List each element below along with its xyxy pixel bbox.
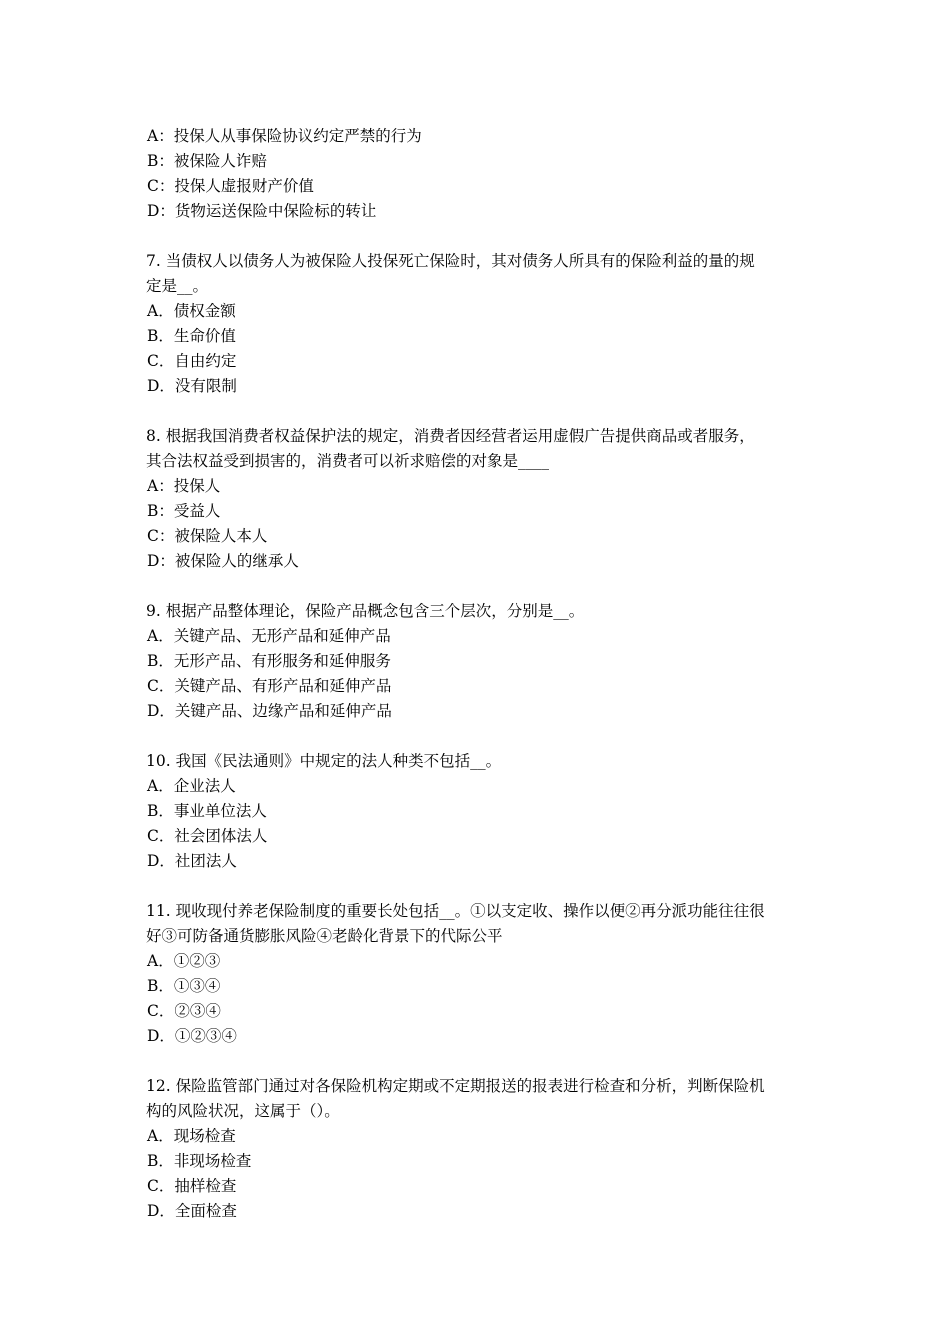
option-d: D：货物运送保险中保险标的转让 [147, 202, 377, 220]
option-d: D．全面检查 [147, 1202, 237, 1220]
option-c: C．关键产品、有形产品和延伸产品 [147, 677, 392, 695]
question-9 [146, 599, 816, 724]
question-12 [146, 1074, 816, 1224]
option-b: B．无形产品、有形服务和延伸服务 [147, 652, 391, 670]
question-8 [146, 424, 816, 574]
option-a: A：投保人 [147, 477, 221, 495]
option-d: D．没有限制 [147, 377, 237, 395]
question-text: 定是__。 [146, 277, 209, 295]
question-text: 好③可防备通货膨胀风险④老龄化背景下的代际公平 [146, 927, 503, 945]
option-a: A．债权金额 [147, 302, 236, 320]
option-b: B．①③④ [147, 977, 221, 995]
option-a: A．关键产品、无形产品和延伸产品 [147, 627, 391, 645]
question-text: 12. 保险监管部门通过对各保险机构定期或不定期报送的报表进行检查和分析，判断保险机 [146, 1077, 765, 1095]
option-c: C．社会团体法人 [147, 827, 268, 845]
option-a: A．①②③ [147, 952, 221, 970]
option-b: B．非现场检查 [147, 1152, 252, 1170]
option-c: C．自由约定 [147, 352, 237, 370]
question-7 [146, 249, 816, 399]
question-text: 7. 当债权人以债务人为被保险人投保死亡保险时，其对债务人所具有的保险利益的量的规 [146, 252, 755, 270]
question-text: 8. 根据我国消费者权益保护法的规定，消费者因经营者运用虚假广告提供商品或者服务， [146, 427, 755, 445]
question-text: 9. 根据产品整体理论，保险产品概念包含三个层次，分别是__。 [146, 602, 585, 620]
option-c: C：被保险人本人 [147, 527, 268, 545]
question-10 [146, 749, 816, 874]
option-c: C．②③④ [147, 1002, 221, 1020]
question-6-continued [146, 124, 816, 224]
option-d: D：被保险人的继承人 [147, 552, 299, 570]
option-a: A．企业法人 [147, 777, 236, 795]
question-text: 构的风险状况，这属于（）。 [146, 1102, 340, 1120]
question-text: 其合法权益受到损害的，消费者可以祈求赔偿的对象是____ [146, 452, 550, 470]
option-b: B．生命价值 [147, 327, 236, 345]
option-d: D．①②③④ [147, 1027, 237, 1045]
option-a: A：投保人从事保险协议约定严禁的行为 [147, 127, 422, 145]
option-b: B：被保险人诈赔 [147, 152, 267, 170]
option-c: C．抽样检查 [147, 1177, 237, 1195]
option-c: C：投保人虚报财产价值 [147, 177, 314, 195]
option-b: B：受益人 [147, 502, 221, 520]
question-text: 10. 我国《民法通则》中规定的法人种类不包括__。 [146, 752, 502, 770]
question-11 [146, 899, 816, 1049]
option-b: B．事业单位法人 [147, 802, 267, 820]
option-a: A．现场检查 [147, 1127, 236, 1145]
option-d: D．社团法人 [147, 852, 237, 870]
question-text: 11. 现收现付养老保险制度的重要长处包括__。①以支定收、操作以便②再分派功能往往很 [146, 902, 765, 920]
document-page [146, 124, 816, 1249]
option-d: D．关键产品、边缘产品和延伸产品 [147, 702, 392, 720]
